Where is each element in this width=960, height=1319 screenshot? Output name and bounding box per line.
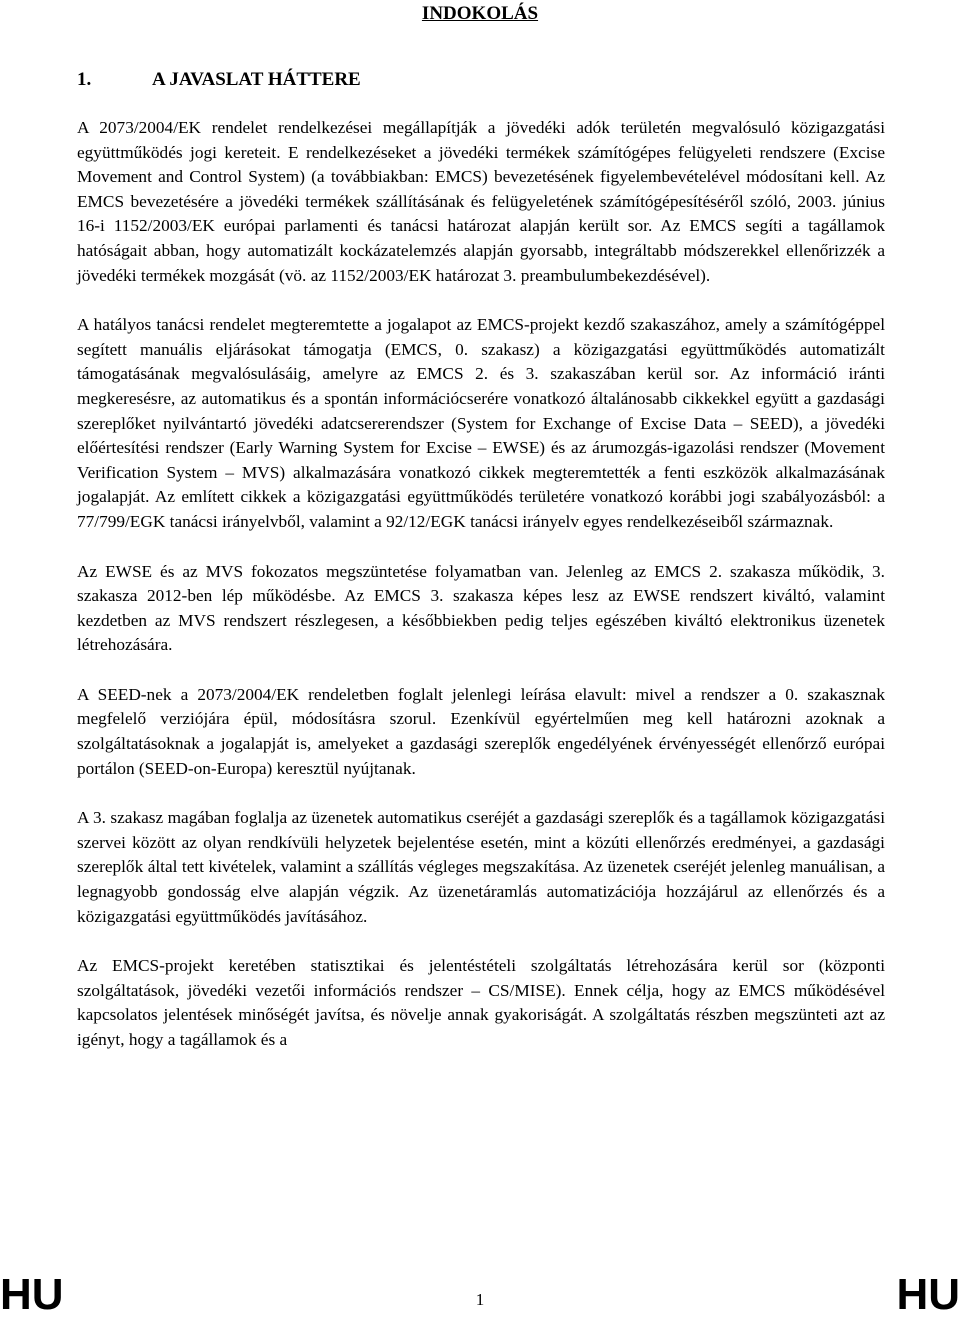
paragraph-6: Az EMCS-projekt keretében statisztikai és jelentéstételi szolgáltatás létrehozására kerül sor (központi szolgáltatások, jövedéki vezetői információs rendszer – CS/MISE). Ennek célja, hogy az EMCS működésével kapcsolatos jelentések minőségét javítsa, és növelje annak gyakoriságát. A szolgáltatás részben megszünteti azt az igényt, hogy a tagállamok és a	[77, 956, 885, 1049]
document-body	[77, 116, 885, 1078]
paragraph-1: A 2073/2004/EK rendelet rendelkezései megállapítják a jövedéki adók területén megvalósuló közigazgatási együttműködés jogi kereteit. E rendelkezéseket a jövedéki termékek számítógépes felügyeleti rendszere (Excise Movement and Control System) (a továbbiakban: EMCS) bevezetésének figyelembevételével módosítani kell. Az EMCS bevezetésére a jövedéki termékek szállításának és felügyeletének számítógépesítéséről szóló, 2003. június 16-i 1152/2003/EK európai parlamenti és tanácsi határozat alapján került sor. Az EMCS segíti a tagállamok hatóságait abban, hogy automatizált kockázatelemzés alapján gyorsabb, integráltabb módszerekkel ellenőrizzék a jövedéki termékek mozgását (vö. az 1152/2003/EK határozat 3. preambulumbekezdésével).	[77, 118, 885, 285]
paragraph-5: A 3. szakasz magában foglalja az üzenetek automatikus cseréjét a gazdasági szereplők és a tagállamok közigazgatási szervei között az olyan rendkívüli helyzetek bejelentése esetén, mint a közúti ellenőrzés eredményei, a gazdasági szereplők által tett kivételek, valamint a szállítás végleges megszakítása. Az üzenetek cseréjét jelenleg manuálisan, a legnagyobb gondosság elve alapján végzik. Az üzenetáramlás automatizációja hozzájárul az ellenőrzés és a közigazgatási együttműködés javításához.	[77, 808, 885, 926]
footer-language-left: HU	[0, 1270, 64, 1319]
section-number: 1.	[77, 69, 92, 90]
section-heading	[77, 68, 361, 92]
paragraph-2: A hatályos tanácsi rendelet megteremtette a jogalapot az EMCS-projekt kezdő szakaszához, amely a számítógéppel segített manuális eljárásokat támogatja (EMCS, 0. szakasz) a közigazgatási együttműködés automatizált támogatásának megvalósulásáig, amelyre az EMCS 2. és 3. szakaszában kerül sor. Az információ iránti megkeresésre, az automatikus és a spontán információcserére vonatkozó általánosabb cikkekkel együtt a gazdasági szereplőket nyilvántartó jövedéki adatcsererendszer (System for Exchange of Excise Data – SEED), a jövedéki előértesítési rendszer (Early Warning System for Excise – EWSE) és az árumozgás-igazolási rendszer (Movement Verification System – MVS) alkalmazására vonatkozó cikkek megteremtették a fenti eszközök alkalmazásának jogalapját. Az említett cikkek a közigazgatási együttműködés területére vonatkozó korábbi jogi szabályozásból: a 77/799/EGK tanácsi irányelvből, valamint a 92/12/EGK tanácsi irányelv egyes rendelkezéseiből származnak.	[77, 315, 885, 531]
page-title: INDOKOLÁS	[421, 3, 539, 24]
footer-language-right: HU	[896, 1270, 960, 1319]
paragraph-3: Az EWSE és az MVS fokozatos megszüntetése folyamatban van. Jelenleg az EMCS 2. szakasza működik, 3. szakasza 2012-ben lép működésbe. Az EMCS 3. szakasza képes lesz az EWSE rendszert kiváltó, valamint kezdetben az MVS rendszert részlegesen, a későbbiekben pedig teljes egészében kiváltó elektronikus üzenetek létrehozására.	[77, 561, 885, 655]
paragraph-4: A SEED-nek a 2073/2004/EK rendeletben foglalt jelenlegi leírása elavult: mivel a rendszer a 0. szakasznak megfelelő verziójára épül, módosításra szorul. Ezenkívül egyértelműen meg kell határozni azoknak a szolgáltatásoknak a jogalapját is, amelyeket a gazdasági szereplők engedélyének érvényességét ellenőrző európai portálon (SEED-on-Europa) keresztül nyújtanak.	[77, 684, 885, 778]
section-heading-text: A JAVASLAT HÁTTERE	[152, 69, 361, 90]
page-number: 1	[475, 1290, 485, 1309]
